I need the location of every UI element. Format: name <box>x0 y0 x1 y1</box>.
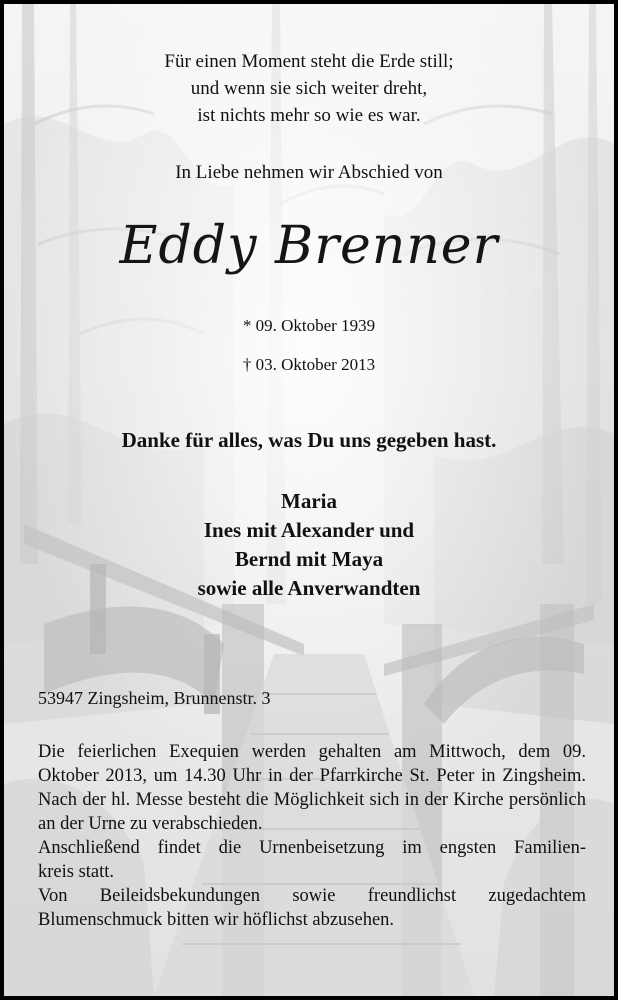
family-member: Bernd mit Maya <box>234 547 384 571</box>
birth-date: * 09. Oktober 1939 <box>242 316 376 335</box>
family-signatures <box>4 487 614 603</box>
family-member: sowie alle Anverwandten <box>197 576 421 600</box>
death-date: † 03. Oktober 2013 <box>242 355 376 374</box>
funeral-notice <box>38 740 586 932</box>
poem <box>4 48 614 129</box>
notice-paragraph: Die feierlichen Exequien werden gehalten am Mittwoch, dem 09. Oktober 2013, um 14.30 Uhr in der Pfarrkirche St. Peter in Zingsheim. Nach der hl. Messe besteht die Möglichkeit sich in der Kirche persönlich an der Urne zu verabschieden. <box>38 742 586 834</box>
poem-line-2: und wenn sie sich weiter dreht, <box>190 78 428 99</box>
poem-line-3: ist nichts mehr so wie es war. <box>197 105 421 126</box>
notice-paragraph: Von Beileidsbekundungen sowie freundlichst zugedachtem Blumenschmuck bitten wir höflichst abzusehen. <box>38 886 586 930</box>
notice-content <box>4 4 614 996</box>
mourning-address: 53947 Zingsheim, Brunnenstr. 3 <box>38 688 271 708</box>
farewell-intro: In Liebe nehmen wir Abschied von <box>175 162 443 183</box>
notice-paragraph: kreis statt. <box>38 862 115 882</box>
thanks-line: Danke für alles, was Du uns gegeben hast. <box>121 428 497 452</box>
poem-line-1: Für einen Moment steht die Erde still; <box>164 51 454 72</box>
family-member: Ines mit Alexander und <box>203 518 415 542</box>
deceased-name: Eddy Brenner <box>119 216 499 276</box>
family-member: Maria <box>281 489 337 513</box>
notice-paragraph: Anschließend findet die Urnenbeisetzung im engsten Familien- <box>38 838 586 858</box>
